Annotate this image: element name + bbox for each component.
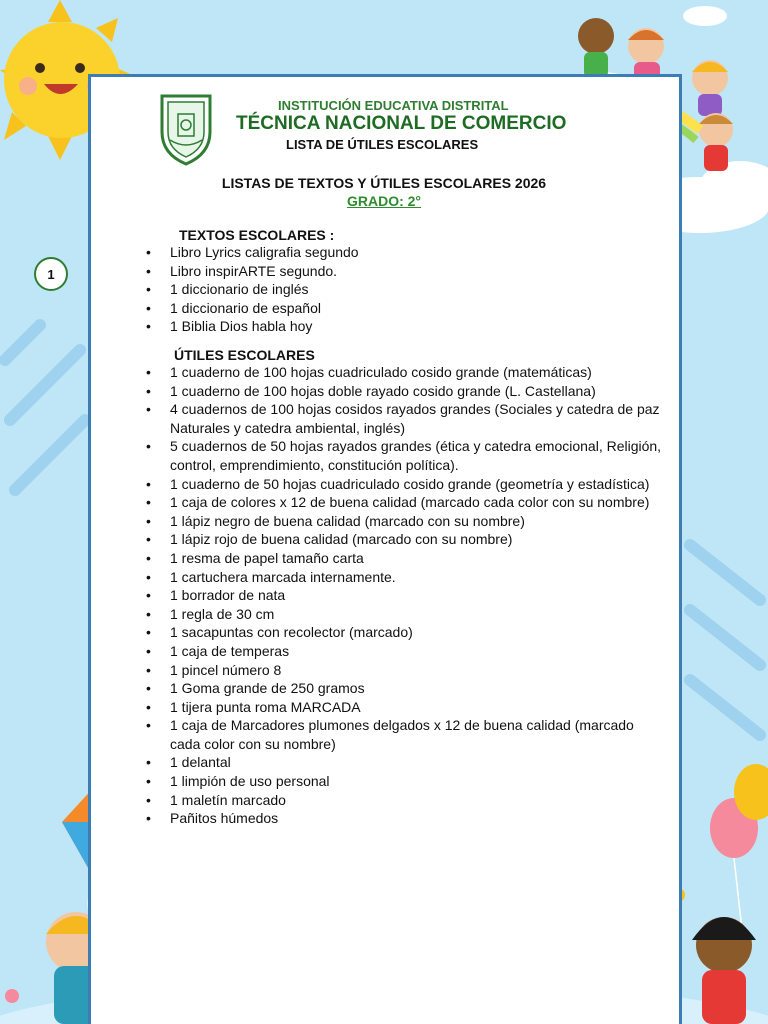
list-item: • 1 pincel número 8 bbox=[146, 661, 666, 680]
list-item: • 1 resma de papel tamaño carta bbox=[146, 549, 666, 568]
list-item: • 1 caja de temperas bbox=[146, 642, 666, 661]
textos-heading: TEXTOS ESCOLARES : bbox=[179, 227, 335, 243]
list-item: • Libro inspirARTE segundo. bbox=[146, 262, 666, 281]
list-item: • 5 cuadernos de 50 hojas rayados grandes (ética y catedra emocional, Religión, control, emprendimiento, constitución política). bbox=[146, 437, 666, 474]
utiles-heading: ÚTILES ESCOLARES bbox=[174, 347, 315, 363]
list-item: • 1 tijera punta roma MARCADA bbox=[146, 698, 666, 717]
balloons-illustration bbox=[710, 764, 768, 930]
list-item: • 1 Goma grande de 250 gramos bbox=[146, 679, 666, 698]
list-item: • 1 diccionario de español bbox=[146, 299, 666, 318]
document-header bbox=[158, 92, 588, 172]
list-item: • 1 lápiz rojo de buena calidad (marcado con su nombre) bbox=[146, 530, 666, 549]
list-item: • 1 caja de Marcadores plumones delgados x 12 de buena calidad (marcado cada color con su nombre) bbox=[146, 716, 666, 753]
list-item: • 1 cuaderno de 100 hojas doble rayado cosido grande (L. Castellana) bbox=[146, 382, 666, 401]
list-item: • 1 cuaderno de 100 hojas cuadriculado cosido grande (matemáticas) bbox=[146, 363, 666, 382]
list-item: • 1 borrador de nata bbox=[146, 586, 666, 605]
list-item: • 1 caja de colores x 12 de buena calidad (marcado cada color con su nombre) bbox=[146, 493, 666, 512]
institution-line-1: INSTITUCIÓN EDUCATIVA DISTRITAL bbox=[278, 98, 509, 113]
list-item: • 1 limpión de uso personal bbox=[146, 772, 666, 791]
page-number-badge: 1 bbox=[34, 257, 68, 291]
list-item: • Pañitos húmedos bbox=[146, 809, 666, 828]
list-item: • 1 maletín marcado bbox=[146, 791, 666, 810]
institution-subtitle: LISTA DE ÚTILES ESCOLARES bbox=[286, 137, 479, 152]
utiles-list bbox=[146, 363, 666, 828]
list-item: • 1 regla de 30 cm bbox=[146, 605, 666, 624]
grade-text: GRADO: 2° bbox=[346, 193, 422, 209]
list-item: • 1 cuaderno de 50 hojas cuadriculado cosido grande (geometría y estadística) bbox=[146, 475, 666, 494]
institution-name: TÉCNICA NACIONAL DE COMERCIO bbox=[236, 113, 567, 134]
document-title: LISTAS DE TEXTOS Y ÚTILES ESCOLARES 2026 bbox=[221, 175, 547, 191]
list-item: • 1 Biblia Dios habla hoy bbox=[146, 317, 666, 336]
list-item: • 1 lápiz negro de buena calidad (marcado con su nombre) bbox=[146, 512, 666, 531]
list-item: • 1 diccionario de inglés bbox=[146, 280, 666, 299]
list-item: • 4 cuadernos de 100 hojas cosidos rayados grandes (Sociales y catedra de paz Naturales y catedra ambiental, inglés) bbox=[146, 400, 666, 437]
list-item: • 1 delantal bbox=[146, 753, 666, 772]
grade-label bbox=[0, 193, 768, 209]
textos-list bbox=[146, 243, 666, 336]
list-item: • 1 cartuchera marcada internamente. bbox=[146, 568, 666, 587]
list-item: • Libro Lyrics caligrafia segundo bbox=[146, 243, 666, 262]
school-crest-logo bbox=[158, 92, 214, 166]
list-item: • 1 sacapuntas con recolector (marcado) bbox=[146, 623, 666, 642]
